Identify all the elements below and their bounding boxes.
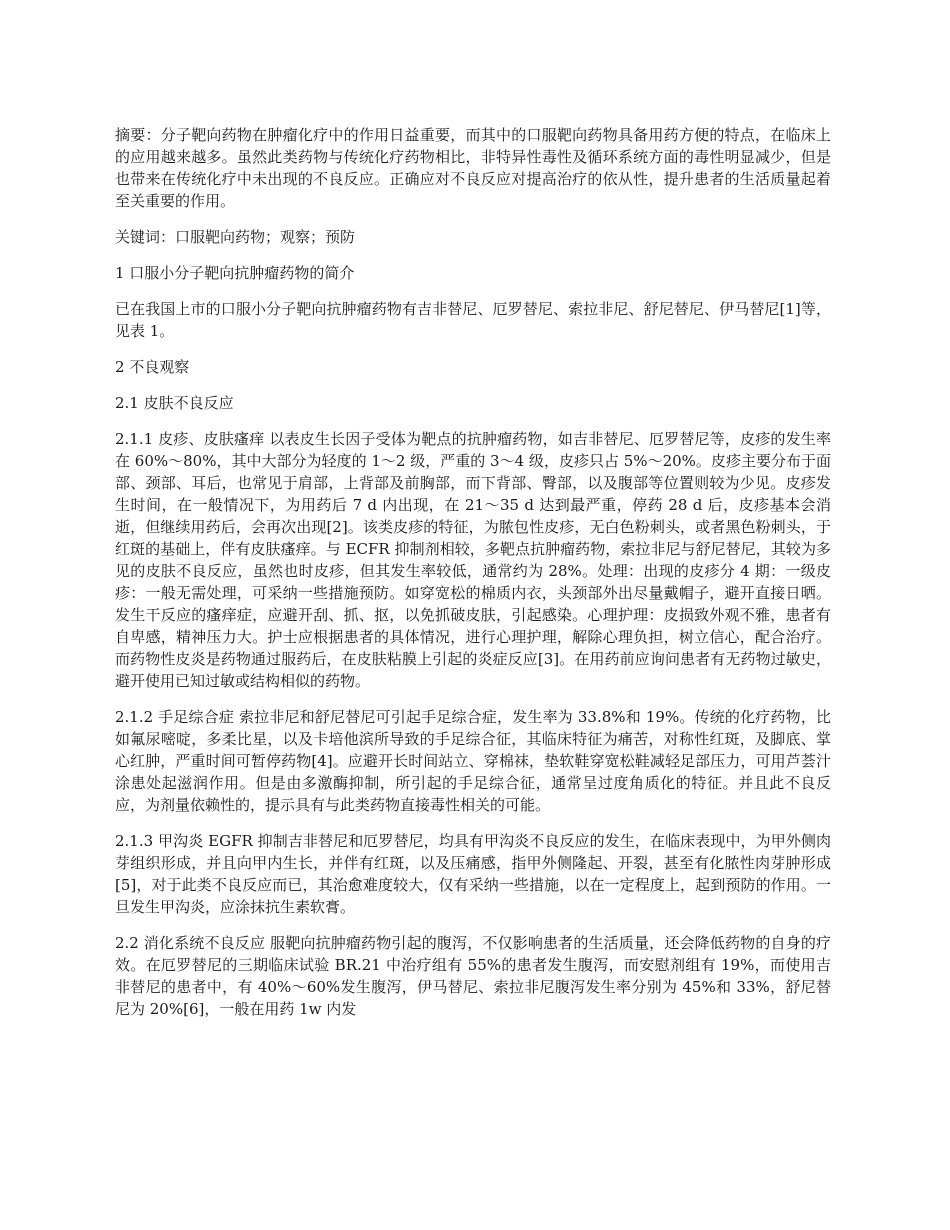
section-2-1-heading: 2.1 皮肤不良反应 [115, 394, 234, 412]
section-1-heading: 1 口服小分子靶向抗肿瘤药物的简介 [115, 264, 355, 282]
keywords-paragraph: 关键词：口服靶向药物；观察；预防 [115, 228, 356, 246]
section-1-body: 已在我国上市的口服小分子靶向抗肿瘤药物有吉非替尼、厄罗替尼、索拉非尼、舒尼替尼、伊马替尼[1]等，见表 1。 [115, 300, 831, 340]
paragraph-2-1-1: 2.1.1 皮疹、皮肤瘙痒 以表皮生长因子受体为靶点的抗肿瘤药物，如吉非替尼、厄罗替尼等，皮疹的发生率在 60%～80%，其中大部分为轻度的 1～2 级，严重的 3～4 级，皮疹只占 5%～20%。皮疹主要分布于面部、颈部、耳后，也常见于肩部，上背部及前胸部，而下背部、臀部，以及腹部等位置则较为少见。皮疹发生时间，在一般情况下，为用药后 7 d 内出现，在 21～35 d 达到最严重，停药 28 d 后，皮疹基本会消逝，但继续用药后，会再次出现[2]。该类皮疹的特征，为脓包性皮疹，无白色粉刺头，或者黑色粉刺头，于红斑的基础上，伴有皮肤瘙痒。与 ECFR 抑制剂相较，多靶点抗肿瘤药物，索拉非尼与舒尼替尼，其较为多见的皮肤不良反应，虽然也时皮疹，但其发生率较低，通常约为 28%。处理：出现的皮疹分 4 期：一级皮疹：一般无需处理，可采纳一些措施预防。如穿宽松的棉质内衣，头颈部外出尽量戴帽子，避开直接日晒。发生干反应的瘙痒症，应避开刮、抓、抠，以免抓破皮肤，引起感染。心理护理：皮损致外观不雅，患者有自卑感，精神压力大。护士应根据患者的具体情况，进行心理护理，解除心理负担，树立信心，配合治疗。而药物性皮炎是药物通过服药后，在皮肤粘膜上引起的炎症反应[3]。在用药前应询问患者有无药物过敏史，避开使用已知过敏或结构相似的药物。 [115, 430, 831, 690]
paragraph-2-1-3: 2.1.3 甲沟炎 EGFR 抑制吉非替尼和厄罗替尼，均具有甲沟炎不良反应的发生，在临床表现中，为甲外侧肉芽组织形成，并且向甲内生长，并伴有红斑，以及压痛感，指甲外侧隆起、开裂，甚至有化脓性肉芽肿形成[5]，对于此类不良反应而已，其治愈难度较大，仅有采纳一些措施，以在一定程度上，起到预防的作用。一旦发生甲沟炎，应涂抹抗生素软膏。 [115, 832, 831, 916]
paragraph-2-1-2: 2.1.2 手足综合症 索拉非尼和舒尼替尼可引起手足综合症，发生率为 33.8%和 19%。传统的化疗药物，比如氟尿嘧啶，多柔比星，以及卡培他滨所导致的手足综合征，其临床特征为痛苦，对称性红斑，及脚底、掌心红肿，严重时间可暂停药物[4]。应避开长时间站立、穿棉袜，垫软鞋穿宽松鞋减轻足部压力，可用芦荟汁涂患处起滋润作用。但是由多激酶抑制，所引起的手足综合征，通常呈过度角质化的特征。并且此不良反应，为剂量依赖性的，提示具有与此类药物直接毒性相关的可能。 [115, 708, 831, 814]
section-2-heading: 2 不良观察 [115, 358, 190, 376]
abstract-paragraph: 摘要：分子靶向药物在肿瘤化疗中的作用日益重要，而其中的口服靶向药物具备用药方便的特点，在临床上的应用越来越多。虽然此类药物与传统化疗药物相比，非特异性毒性及循环系统方面的毒性明显减少，但是也带来在传统化疗中未出现的不良反应。正确应对不良反应对提高治疗的依从性，提升患者的生活质量起着至关重要的作用。 [115, 126, 831, 210]
document-page [115, 124, 831, 1034]
paragraph-2-2: 2.2 消化系统不良反应 服靶向抗肿瘤药物引起的腹泻，不仅影响患者的生活质量，还会降低药物的自身的疗效。在厄罗替尼的三期临床试验 BR.21 中治疗组有 55%的患者发生腹泻，而安慰剂组有 19%，而使用吉非替尼的患者中，有 40%～60%发生腹泻，伊马替尼、索拉非尼腹泻发生率分别为 45%和 33%，舒尼替尼为 20%[6]，一般在用药 1w 内发 [115, 934, 831, 1018]
